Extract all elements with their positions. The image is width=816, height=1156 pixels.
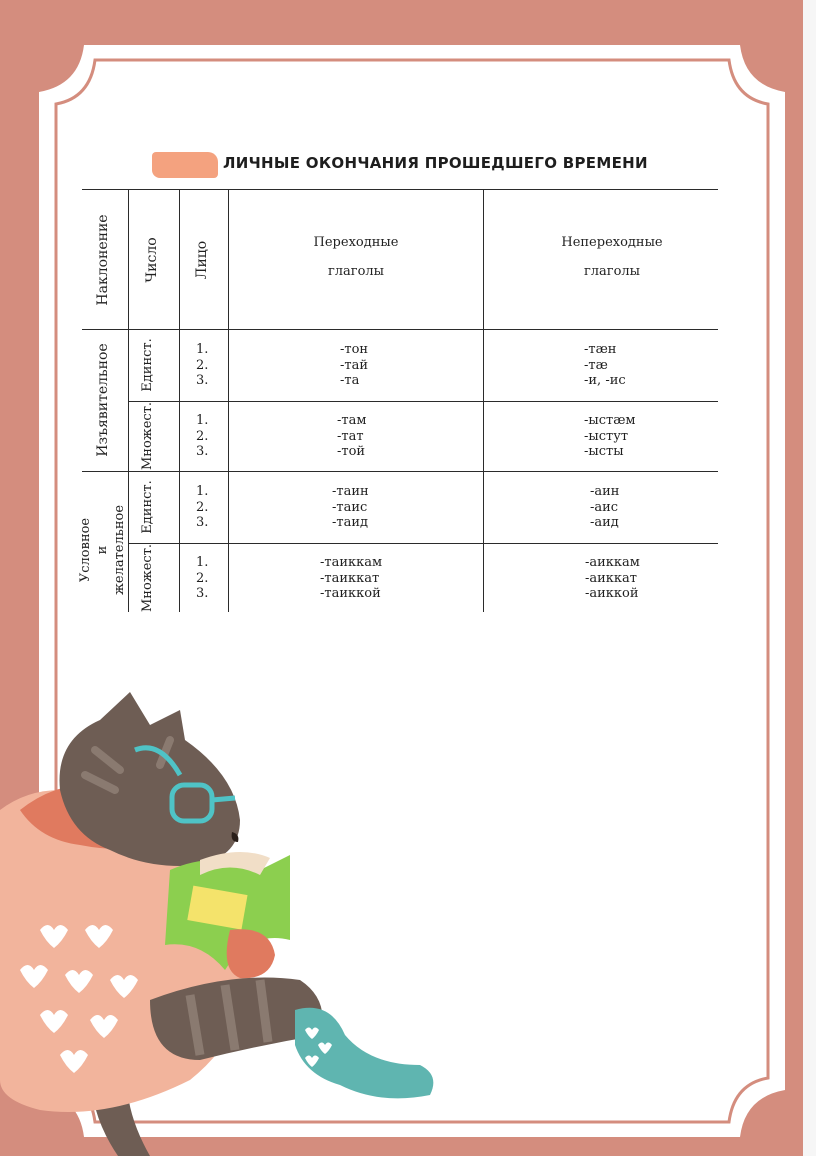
indicative-split-rule [128,401,718,402]
header-transitive-1: Переходные [313,235,399,250]
ending: -аиккат [585,570,637,586]
reading-cat-illustration [0,680,450,1156]
ending: -ысты [584,444,624,459]
person-2: 2. [196,357,209,373]
ending: -тай [340,357,368,373]
ending: -таиккам [320,555,383,570]
ending: -аис [590,499,619,515]
ending: -тæ [584,357,608,373]
person-3: 3. [196,373,209,388]
person-2: 2. [196,428,209,444]
ending: -ыстæм [584,413,636,428]
mood-conditional [77,485,137,615]
person-3: 3. [196,515,209,530]
ending: -тат [337,428,364,444]
header-bottom-rule [82,329,718,330]
persons-block-4 [196,555,208,602]
mood-split-rule [82,471,718,472]
header-transitive-2: глаголы [327,264,385,279]
ending: -тæн [584,342,617,357]
endings-indicative-plural-transitive [337,413,457,460]
endings-indicative-singular-intransitive [584,342,704,389]
number-indicative-singular: Единст. [140,338,155,392]
ending: -аид [590,515,619,530]
sock-icon [295,1008,433,1099]
endings-indicative-plural-intransitive [584,413,704,460]
header-mood: Наклонение [95,214,111,306]
number-conditional-singular: Единст. [140,480,155,534]
ending: -той [337,444,366,459]
ending: -таид [332,515,369,530]
number-indicative-plural: Множест. [140,401,155,471]
ending: -таин [332,484,369,499]
col-rule-4 [483,190,484,612]
ending: -там [337,413,367,428]
header-person: Лицо [194,240,210,280]
endings-conditional-plural-transitive [320,555,440,602]
persons-block-3 [196,484,208,531]
col-rule-2 [179,190,180,612]
header-intransitive-2: глаголы [583,264,641,279]
person-1: 1. [196,555,209,570]
number-conditional-plural: Множест. [140,543,155,613]
endings-conditional-singular-intransitive [590,484,710,531]
page-title: ЛИЧНЫЕ ОКОНЧАНИЯ ПРОШЕДШЕГО ВРЕМЕНИ [223,154,648,172]
ending: -тон [340,342,369,357]
persons-block-2 [196,413,208,460]
col-rule-3 [228,190,229,612]
ending: -таиккой [320,586,381,601]
ending: -аиккой [585,586,639,601]
person-1: 1. [196,484,209,499]
person-1: 1. [196,342,209,357]
endings-conditional-singular-transitive [332,484,452,531]
table-top-rule [82,189,718,190]
person-2: 2. [196,499,209,515]
ending: -таиккат [320,570,380,586]
header-intransitive-1: Непереходные [561,235,663,250]
ending: -аиккам [585,555,640,570]
endings-conditional-plural-intransitive [585,555,705,602]
conditional-split-rule [128,543,718,544]
endings-indicative-singular-transitive [340,342,460,389]
person-3: 3. [196,586,209,601]
title-ribbon [152,152,218,178]
persons-block-1 [196,342,208,389]
mood-indicative: Изъявительное [95,343,111,457]
person-2: 2. [196,570,209,586]
ending: -таис [332,499,368,515]
person-3: 3. [196,444,209,459]
ending: -ыстут [584,428,629,444]
ending: -аин [590,484,620,499]
header-number: Число [144,237,160,283]
ending: -и, -ис [584,373,626,388]
mood-conditional-line2: и [95,545,110,555]
ending: -та [340,373,360,388]
mood-conditional-line3: желательное [112,504,127,596]
person-1: 1. [196,413,209,428]
mood-conditional-line1: Условное [78,517,93,583]
